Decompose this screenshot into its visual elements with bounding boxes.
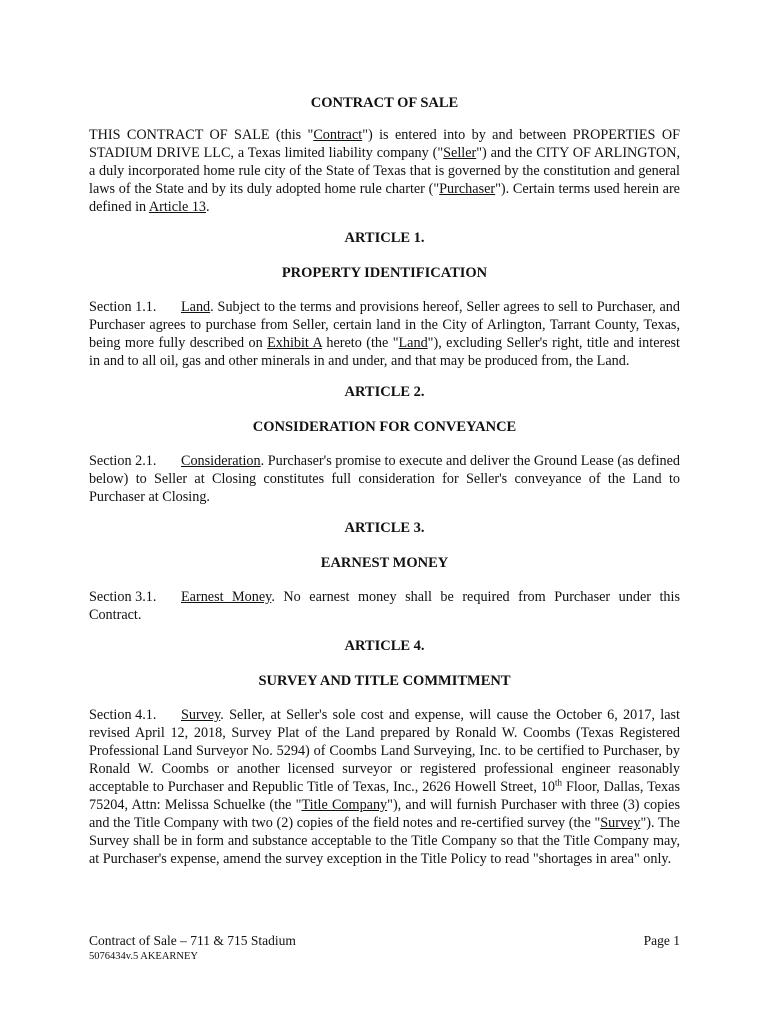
footer-row [89, 933, 680, 949]
intro-text: ") and the CITY OF ARLINGTON, a duly incorporated home rule city of the State of Texas that is governed by the constitution and general laws of the State and by its duly adopted home rule charter (" [89, 145, 680, 197]
intro-text: THIS CONTRACT OF SALE (this " [89, 127, 314, 143]
footer-page-number: Page 1 [643, 933, 680, 948]
ordinal-suffix: th [555, 777, 563, 788]
footer-document-id: 5076434v.5 AKEARNEY [89, 951, 198, 962]
document-title: CONTRACT OF SALE [310, 95, 459, 111]
exhibit-a-reference: Exhibit A [267, 335, 322, 351]
defined-term-purchaser: Purchaser [439, 181, 496, 197]
article-3-title: EARNEST MONEY [320, 555, 449, 571]
section-text: "). The Survey shall be in form and substance acceptable to the Title Company so that the Title Company may, at Purchaser's expense, amend the survey exception in the Title Policy to read "shortages in area" only. [89, 815, 680, 867]
article-4-title: SURVEY AND TITLE COMMITMENT [258, 673, 511, 689]
intro-text: ") is entered into by and between PROPERTIES OF STADIUM DRIVE LLC, a Texas limited liability company (" [89, 127, 680, 161]
defined-term-title-company: Title Company [301, 797, 388, 813]
section-text: hereto (the " [321, 335, 399, 351]
section-4-1 [89, 706, 680, 868]
article-13-reference: Article 13 [148, 199, 207, 215]
article-2-title: CONSIDERATION FOR CONVEYANCE [252, 419, 517, 435]
section-2-1 [89, 452, 680, 506]
section-heading: Land [181, 299, 211, 315]
section-text: "), excluding Seller's right, title and interest in and to all oil, gas and other minerals in and under, and that may be produced from, the Land. [89, 335, 680, 369]
article-2-heading: ARTICLE 2. [344, 384, 425, 400]
section-text: . Seller, at Seller's sole cost and expense, will cause the October 6, 2017, last revised April 12, 2018, Survey Plat of the Land prepared by Ronald W. Coombs (Texas Registered Professional Land Surveyor No. 5294) of Coombs Land Surveying, Inc. to be certified to Purchaser, by Ronald W. Coombs or another licensed surveyor or registered professional engineer reasonably acceptable to Purchaser and Republic Title of Texas, Inc., 2626 Howell Street, 10 [89, 707, 680, 795]
page-footer [89, 933, 680, 962]
section-text: . Subject to the terms and provisions hereof, Seller agrees to sell to Purchaser, and Purchaser agrees to purchase from Seller, certain land in the City of Arlington, Tarrant County, Texas, being more fully described on [89, 299, 680, 351]
defined-term-contract: Contract [313, 127, 363, 143]
article-4-heading: ARTICLE 4. [344, 638, 425, 654]
section-3-1 [89, 588, 680, 624]
section-text: . Purchaser's promise to execute and deliver the Ground Lease (as defined below) to Seller at Closing constitutes full consideration for Seller's conveyance of the Land to Purchaser at Closing. [89, 453, 680, 505]
document-body [89, 95, 680, 882]
section-heading: Consideration [181, 453, 261, 469]
defined-term-survey: Survey [600, 815, 641, 831]
section-text: . No earnest money shall be required from Purchaser under this Contract. [89, 589, 680, 623]
defined-term-seller: Seller [443, 145, 477, 161]
section-1-1 [89, 298, 680, 370]
article-1-heading: ARTICLE 1. [344, 230, 425, 246]
section-text: Floor, Dallas, Texas 75204, Attn: Melissa Schuelke (the " [89, 779, 680, 813]
section-number: Section 3.1. [89, 589, 157, 605]
article-3-heading: ARTICLE 3. [344, 520, 425, 536]
section-number: Section 4.1. [89, 707, 157, 723]
intro-paragraph [89, 126, 680, 216]
section-heading: Earnest Money [181, 589, 272, 605]
section-number: Section 2.1. [89, 453, 157, 469]
defined-term-land: Land [398, 335, 428, 351]
section-number: Section 1.1. [89, 299, 157, 315]
intro-text: "). Certain terms used herein are defined in [89, 181, 680, 215]
footer-document-name: Contract of Sale – 711 & 715 Stadium [89, 933, 296, 948]
section-text: "), and will furnish Purchaser with three (3) copies and the Title Company with two (2) copies of the field notes and re-certified survey (the " [89, 797, 680, 831]
article-1-title: PROPERTY IDENTIFICATION [281, 265, 488, 281]
section-heading: Survey [181, 707, 221, 723]
intro-text: . [206, 199, 210, 215]
